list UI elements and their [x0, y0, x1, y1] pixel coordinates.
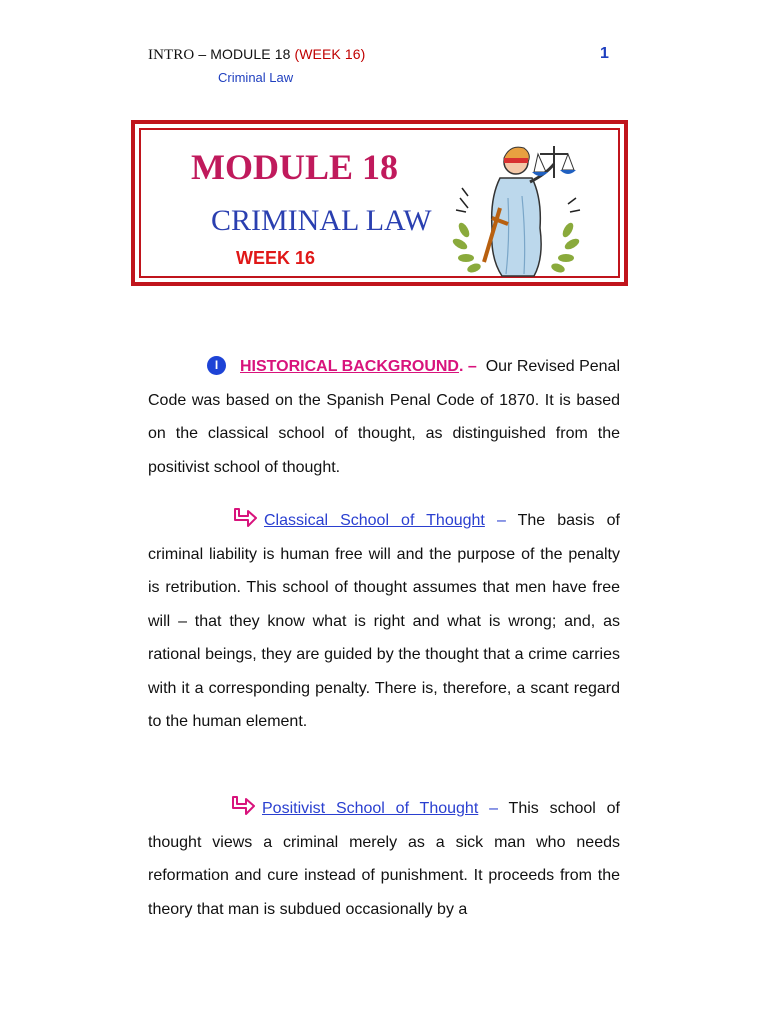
classical-heading: Classical School of Thought	[264, 512, 485, 529]
historical-dash: . –	[458, 358, 477, 375]
classical-text: The basis of criminal liability is human free will and the purpose of the penalty is retribution. This school of thought assumes that men have free will – that they know what is right and what is wrong; and, as rational beings, they are guided by the thought that a crime carries with it a corresponding penalty. There is, therefore, a scant regard to the human element.	[148, 512, 621, 730]
running-header	[148, 46, 365, 64]
historical-paragraph	[148, 350, 620, 484]
positivist-dash: –	[489, 800, 499, 817]
header-intro: INTRO	[148, 47, 195, 63]
banner-title: MODULE 18	[191, 147, 398, 187]
page-number: 1	[600, 45, 609, 62]
banner-week: WEEK 16	[236, 248, 316, 268]
header-week: (WEEK 16)	[294, 46, 366, 62]
banner-subject: CRIMINAL LAW	[211, 204, 432, 237]
header-module: – MODULE 18	[198, 46, 291, 62]
historical-text: Our Revised Penal Code was based on the Spanish Penal Code of 1870. It is based on the classical school of thought, as distinguished from the positivist school of thought.	[148, 358, 620, 476]
header-subtitle: Criminal Law	[218, 70, 294, 85]
positivist-text: This school of thought views a criminal merely as a sick man who needs reformation and cure instead of punishment. It proceeds from the theory that man is subdued occasionally by a	[148, 800, 621, 918]
pointing-arrow-icon	[230, 795, 256, 817]
positivist-heading: Positivist School of Thought	[262, 800, 479, 817]
pointing-arrow-icon	[232, 507, 258, 529]
title-banner	[131, 120, 628, 286]
classical-dash: –	[496, 512, 506, 529]
section-number-badge: I	[207, 356, 226, 375]
lady-justice-icon	[450, 138, 584, 278]
classical-paragraph	[148, 504, 620, 739]
banner-inner-border	[139, 128, 620, 278]
historical-heading: HISTORICAL BACKGROUND	[240, 358, 459, 375]
positivist-paragraph	[148, 792, 620, 926]
